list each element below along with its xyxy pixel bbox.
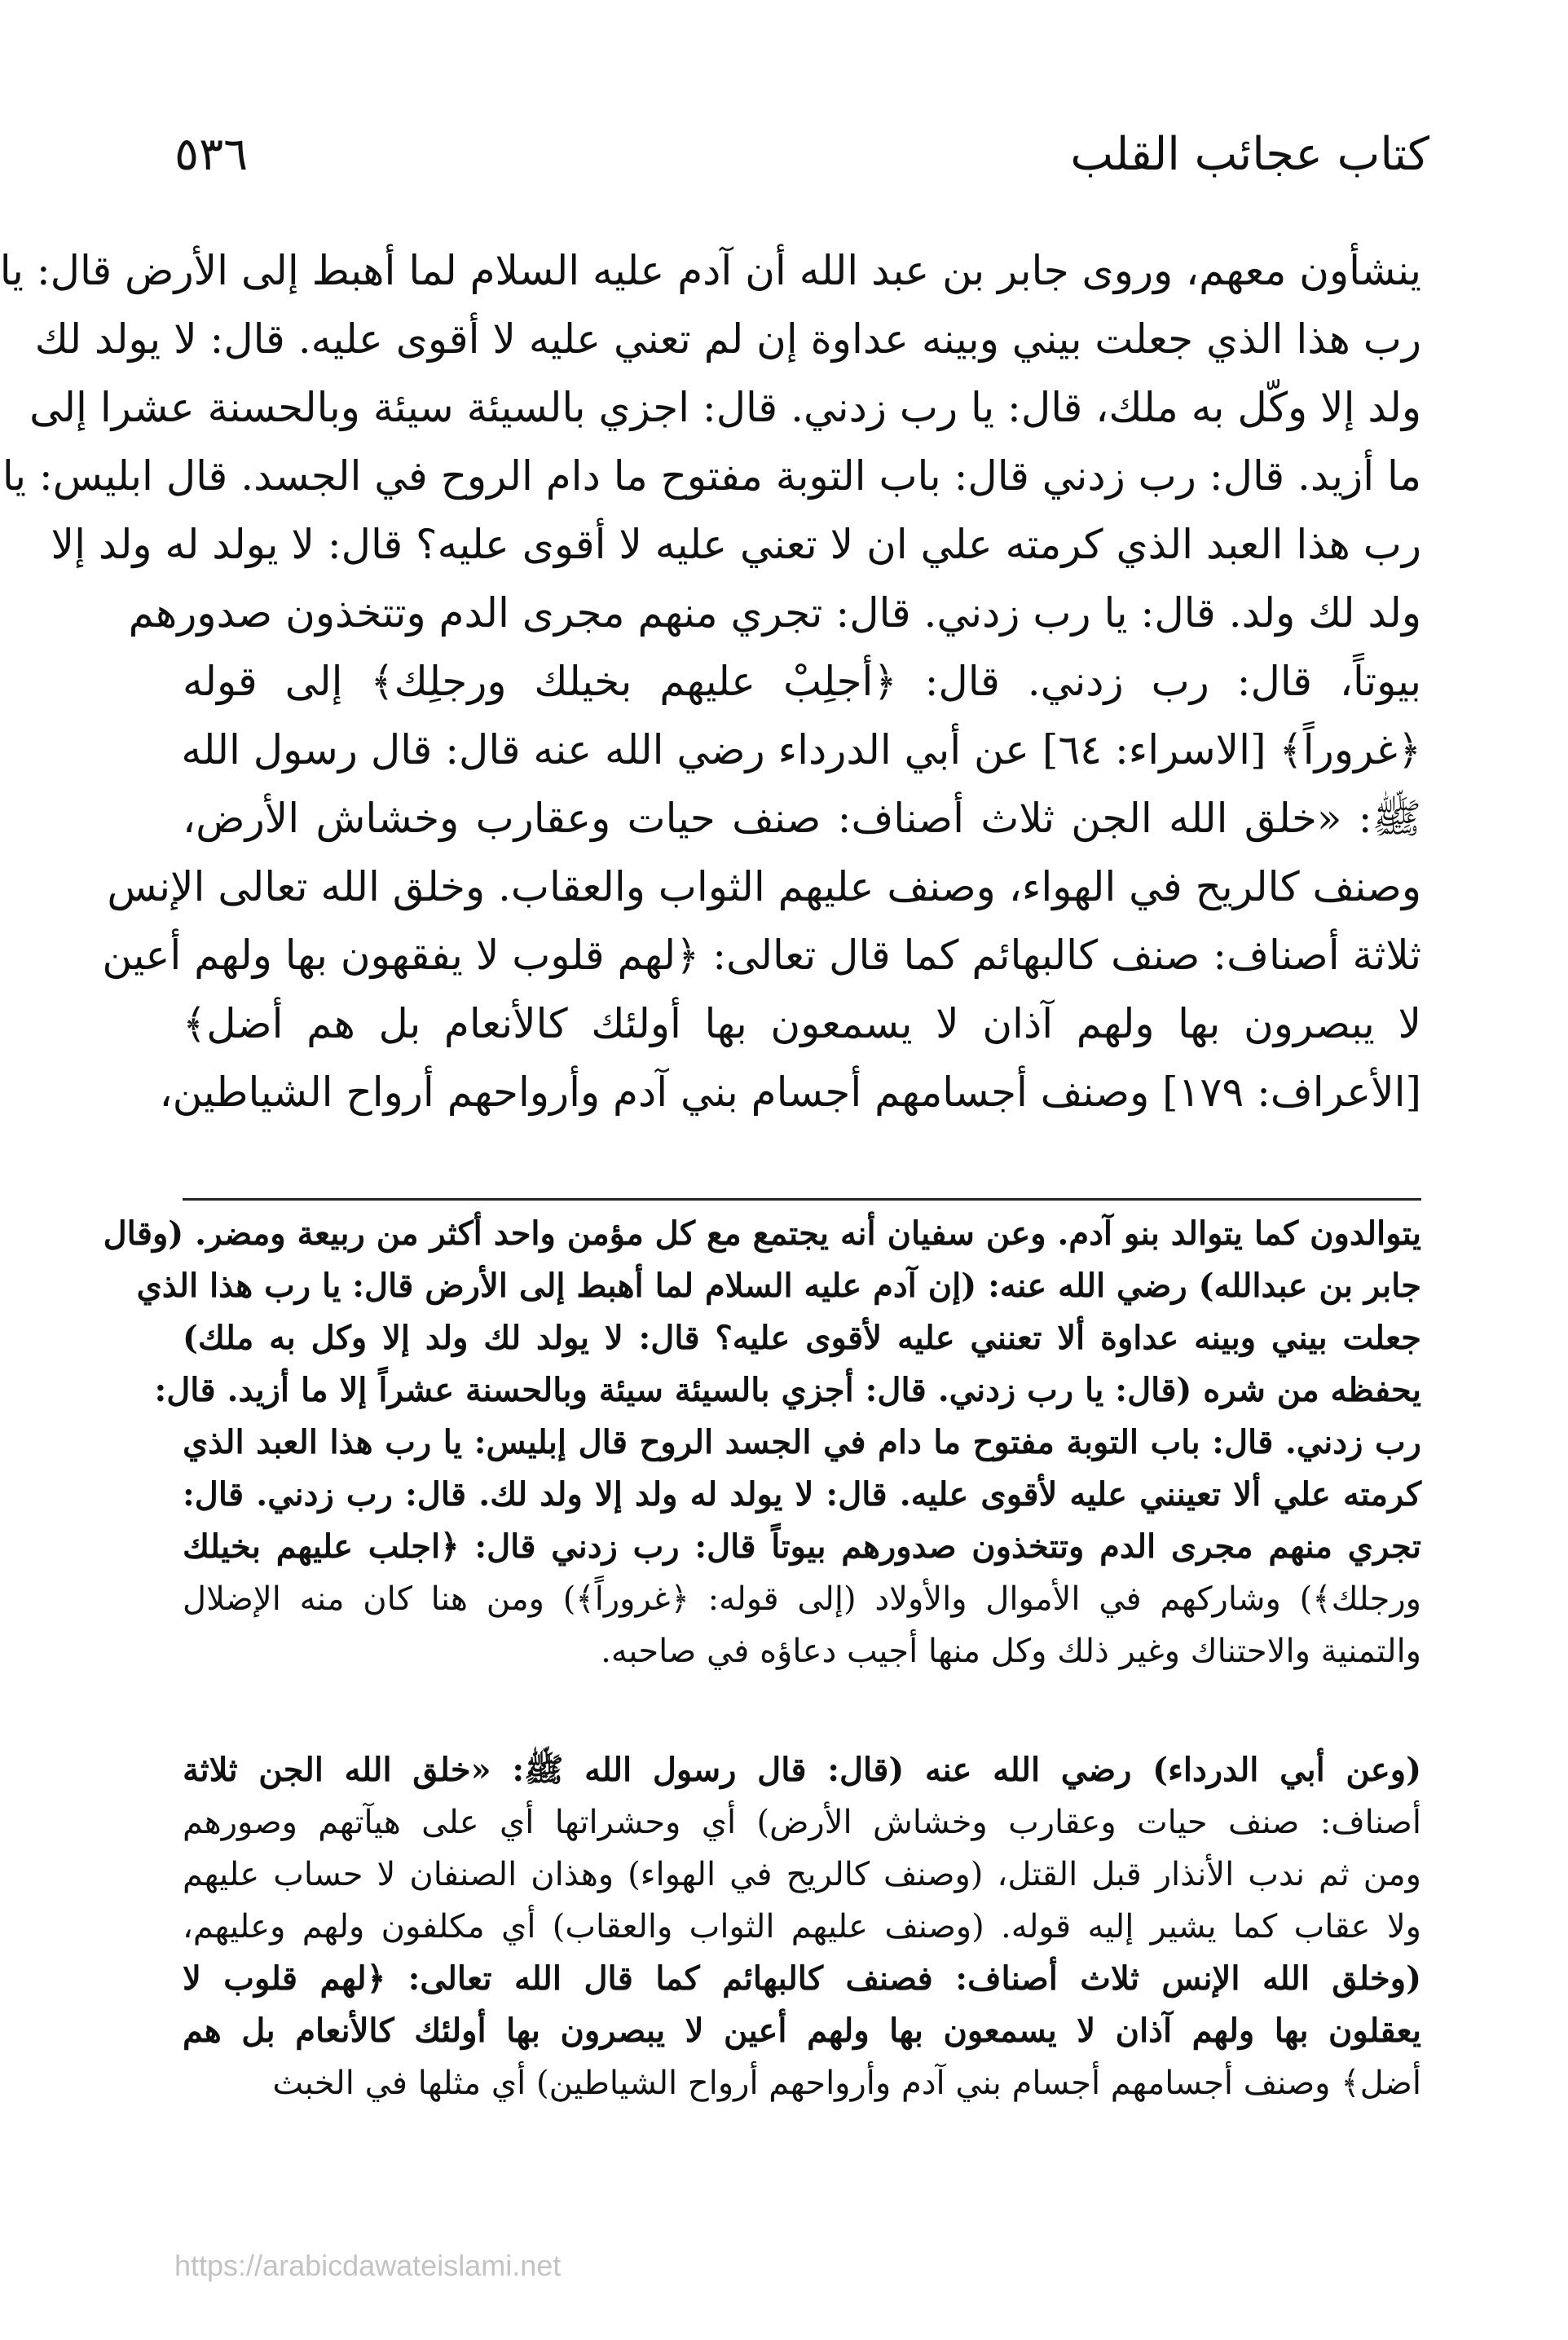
book-title: كتاب عجائب القلب xyxy=(1070,128,1429,181)
text-line: ثلاثة أصناف: صنف كالبهائم كما قال تعالى: ﴿لهم قلوب لا يفقهون بها ولهم أعين xyxy=(102,932,1421,979)
text-line: ينشأون معهم، وروى جابر بن عبد الله أن آدم عليه السلام لما أهبط إلى الأرض قال: يا xyxy=(0,247,1421,294)
page-number: ٥٣٦ xyxy=(174,128,249,181)
commentary-block-1 xyxy=(103,1208,1421,1677)
text-line: ﷺ: «خلق الله الجن ثلاث أصناف: صنف حيات وعقارب وخشاش الأرض، xyxy=(183,795,1421,842)
commentary-line: (وعن أبي الدرداء) رضي الله عنه (قال: قال رسول الله ﷺ: «خلق الله الجن ثلاثة xyxy=(183,1751,1421,1789)
commentary-line: جعلت بيني وبينه عداوة ألا تعنني عليه لأقوى عليه؟ قال: لا يولد لك ولد إلا وكل به ملك) xyxy=(183,1319,1421,1357)
watermark: https://arabicdawateislami.net xyxy=(174,2249,562,2282)
commentary-line: (وخلق الله الإنس ثلاث أصناف: فصنف كالبهائم كما قال الله تعالى: ﴿لهم قلوب لا xyxy=(183,1959,1421,1998)
commentary-block-2 xyxy=(183,1744,1421,2109)
commentary-line: ولا عقاب كما يشير إليه قوله. (وصنف عليهم الثواب والعقاب) أي مكلفون ولهم وعليهم، xyxy=(183,1908,1421,1946)
text-line: ﴿غروراً﴾ [الاسراء: ٦٤] عن أبي الدرداء رضي الله عنه قال: قال رسول الله xyxy=(181,726,1421,773)
text-line: رب هذا الذي جعلت بيني وبينه عداوة إن لم تعني عليه لا أقوى عليه. قال: لا يولد لك xyxy=(34,315,1421,363)
commentary-line: تجري منهم مجرى الدم وتتخذون صدورهم بيوتاً قال: رب زدني قال: ﴿اجلب عليهم بخيلك xyxy=(183,1527,1421,1566)
commentary-line: أضل﴾ وصنف أجسامهم أجسام بني آدم وأرواحهم أرواح الشياطين) أي مثلها في الخبث xyxy=(272,2065,1421,2102)
commentary-line: جابر بن عبدالله) رضي الله عنه: (إن آدم عليه السلام لما أهبط إلى الأرض قال: يا رب هذا الذي xyxy=(136,1267,1421,1305)
text-line: لا يبصرون بها ولهم آذان لا يسمعون بها أولئك كالأنعام بل هم أضل﴾ xyxy=(183,1000,1421,1047)
commentary-line: كرمته علي ألا تعينني عليه لأقوى عليه. قال: لا يولد له ولد إلا ولد لك. قال: رب زدني. قال: xyxy=(183,1475,1421,1514)
text-line: بيوتاً، قال: رب زدني. قال: ﴿أجلِبْ عليهم بخيلك ورجلِك﴾ إلى قوله xyxy=(183,658,1421,705)
commentary-line: ورجلك﴾) وشاركهم في الأموال والأولاد (إلى قوله: ﴿غروراً﴾) ومن هنا كان منه الإضلال xyxy=(183,1580,1421,1618)
text-line: وصنف كالريح في الهواء، وصنف عليهم الثواب والعقاب. وخلق الله تعالى الإنس xyxy=(107,863,1421,910)
text-line: ولد لك ولد. قال: يا رب زدني. قال: تجري منهم مجرى الدم وتتخذون صدورهم xyxy=(128,589,1421,637)
commentary-line: ومن ثم ندب الأنذار قبل القتل، (وصنف كالريح في الهواء) وهذان الصنفان لا حساب عليهم xyxy=(183,1856,1422,1893)
commentary-line: يحفظه من شره (قال: يا رب زدني. قال: أجزي بالسيئة سيئة وبالحسنة عشراً إلا ما أزيد. قال: xyxy=(154,1371,1421,1409)
separator-rule xyxy=(183,1198,1421,1201)
text-line: [الأعراف: ١٧٩] وصنف أجسامهم أجسام بني آدم وأرواحهم أرواح الشياطين، xyxy=(159,1069,1421,1116)
commentary-line: أصناف: صنف حيات وعقارب وخشاش الأرض) أي وحشراتها أي على هيآتهم وصورهم xyxy=(183,1804,1421,1841)
text-line: ولد إلا وكّل به ملك، قال: يا رب زدني. قال: اجزي بالسيئة سيئة وبالحسنة عشرا إلى xyxy=(29,384,1421,431)
running-header xyxy=(174,122,1429,196)
text-line: ما أزيد. قال: رب زدني قال: باب التوبة مفتوح ما دام الروح في الجسد. قال ابليس: يا xyxy=(2,452,1421,500)
text-line: رب هذا العبد الذي كرمته علي ان لا تعني عليه لا أقوى عليه؟ قال: لا يولد له ولد إلا xyxy=(51,521,1421,568)
commentary-line: يتوالدون كما يتوالد بنو آدم. وعن سفيان أنه يجتمع مع كل مؤمن واحد أكثر من ربيعة ومضر. (وقال xyxy=(103,1214,1421,1253)
commentary-line: رب زدني. قال: باب التوبة مفتوح ما دام في الجسد الروح قال إبليس: يا رب هذا العبد الذي xyxy=(183,1423,1421,1461)
commentary-line: والتمنية والاحتناك وغير ذلك وكل منها أجيب دعاؤه في صاحبه. xyxy=(601,1633,1421,1670)
main-text xyxy=(0,236,1421,1126)
commentary-line: يعقلون بها ولهم آذان لا يسمعون بها ولهم أعين لا يبصرون بها أولئك كالأنعام بل هم xyxy=(183,2012,1421,2050)
